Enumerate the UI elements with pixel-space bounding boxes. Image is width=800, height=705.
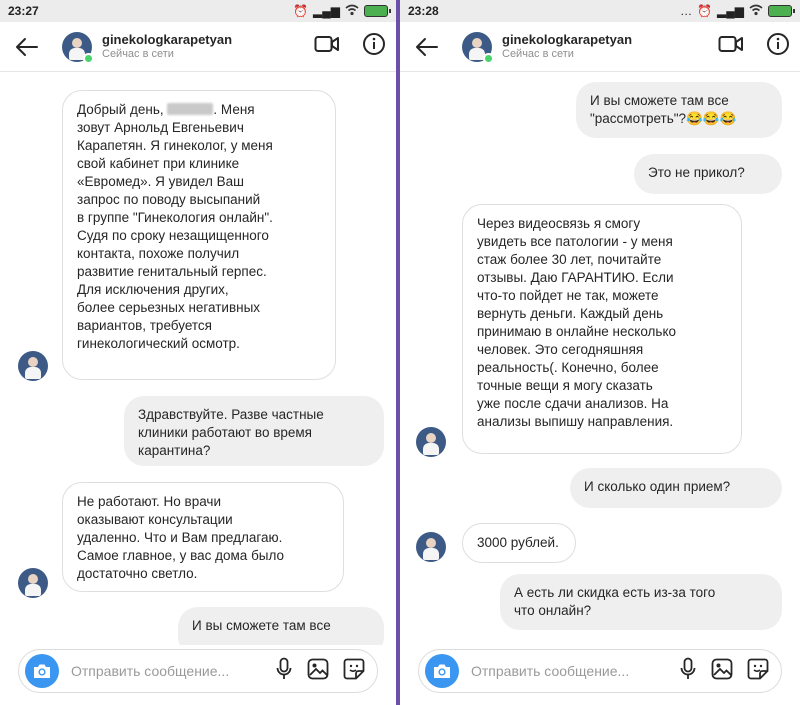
more-icon: … bbox=[680, 4, 693, 18]
arrow-left-icon[interactable] bbox=[410, 30, 444, 64]
image-icon[interactable] bbox=[711, 658, 733, 685]
message-text: . Меня зовут Арнольд Евгеньевич Карапетян. Я гинеколог, у меня свой кабинет при клинике «Евромед». Я увидел Ваш запрос по поводу высыпаний в группе "Гинекология онлайн". Судя по сроку незащищенного контакта, похоже получил развитие генитальный герпес. Для исключения других, более серьезных негативных вариантов, требуется гинекологический осмотр. bbox=[77, 102, 273, 351]
wifi-icon bbox=[749, 4, 763, 19]
avatar[interactable] bbox=[462, 32, 492, 62]
info-icon[interactable] bbox=[766, 32, 790, 61]
online-indicator bbox=[483, 53, 494, 64]
chat-screen-left bbox=[0, 0, 396, 705]
message-input[interactable] bbox=[471, 663, 679, 679]
avatar bbox=[18, 351, 48, 381]
contact-info[interactable] bbox=[102, 33, 232, 61]
camera-icon[interactable] bbox=[425, 654, 459, 688]
message-text: Добрый день, bbox=[77, 102, 168, 117]
message-bubble: Не работают. Но врачи оказывают консультации удаленно. Что и Вам предлагаю. Самое главное, у вас дома было достаточно светло. bbox=[62, 482, 344, 592]
message-list[interactable] bbox=[400, 72, 800, 645]
presence-status: Сейчас в сети bbox=[102, 47, 174, 60]
chat-header bbox=[0, 22, 396, 72]
redacted-name bbox=[167, 103, 213, 115]
battery-icon bbox=[364, 5, 388, 17]
message-bubble: А есть ли скидка есть из-за того что онлайн? bbox=[500, 574, 782, 630]
message-bubble: 3000 рублей. bbox=[462, 523, 576, 563]
info-icon[interactable] bbox=[362, 32, 386, 61]
message-bubble bbox=[62, 90, 336, 380]
alarm-icon: ⏰ bbox=[293, 4, 309, 18]
message-composer bbox=[418, 649, 782, 693]
microphone-icon[interactable] bbox=[275, 657, 293, 686]
signal-icon: ▂▄▆ bbox=[313, 4, 340, 18]
sticker-icon[interactable] bbox=[747, 658, 769, 685]
chat-screen-right bbox=[400, 0, 800, 705]
video-camera-icon[interactable] bbox=[314, 34, 340, 59]
message-bubble: Это не прикол? bbox=[634, 154, 782, 194]
avatar[interactable] bbox=[62, 32, 92, 62]
message-bubble: И сколько один прием? bbox=[570, 468, 782, 508]
status-icons bbox=[680, 4, 792, 19]
contact-info[interactable] bbox=[502, 33, 632, 61]
username: ginekologkarapetyan bbox=[102, 31, 233, 47]
status-icons bbox=[293, 4, 388, 19]
video-camera-icon[interactable] bbox=[718, 34, 744, 59]
status-bar bbox=[400, 0, 800, 22]
chat-header bbox=[400, 22, 800, 72]
battery-icon bbox=[768, 5, 792, 17]
sticker-icon[interactable] bbox=[343, 658, 365, 685]
arrow-left-icon[interactable] bbox=[10, 30, 44, 64]
status-bar bbox=[0, 0, 396, 22]
message-input[interactable] bbox=[71, 663, 275, 679]
microphone-icon[interactable] bbox=[679, 657, 697, 686]
online-indicator bbox=[83, 53, 94, 64]
alarm-icon: ⏰ bbox=[697, 4, 713, 18]
message-list[interactable] bbox=[0, 72, 396, 645]
message-bubble: Здравствуйте. Разве частные клиники работают во время карантина? bbox=[124, 396, 384, 466]
camera-icon[interactable] bbox=[25, 654, 59, 688]
message-bubble: И вы сможете там все "рассмотреть"?😂😂😂 bbox=[576, 82, 782, 138]
status-time: 23:27 bbox=[8, 4, 39, 18]
message-bubble: Через видеосвязь я смогу увидеть все патологии - у меня стаж более 30 лет, почитайте отзывы. Даю ГАРАНТИЮ. Если что-то пойдет не так, можете вернуть деньги. Каждый день принимаю в онлайне несколько человек. Это сегодняшняя реальность(. Конечно, более точные вещи я могу сказать уже после сдачи анализов. На анализы выпишу направления. bbox=[462, 204, 742, 454]
message-bubble: И вы сможете там все bbox=[178, 607, 384, 645]
username: ginekologkarapetyan bbox=[502, 31, 633, 47]
avatar bbox=[416, 532, 446, 562]
message-composer bbox=[18, 649, 378, 693]
avatar bbox=[18, 568, 48, 598]
wifi-icon bbox=[345, 4, 359, 19]
image-icon[interactable] bbox=[307, 658, 329, 685]
status-time: 23:28 bbox=[408, 4, 439, 18]
presence-status: Сейчас в сети bbox=[502, 47, 574, 60]
signal-icon: ▂▄▆ bbox=[717, 4, 744, 18]
avatar bbox=[416, 427, 446, 457]
